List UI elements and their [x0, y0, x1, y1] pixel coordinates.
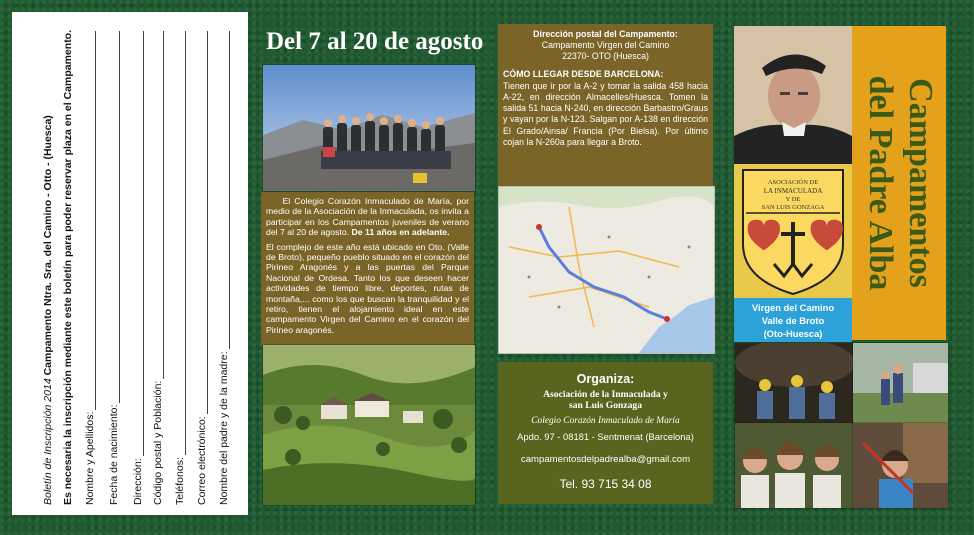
- svg-text:Y DE: Y DE: [785, 196, 801, 203]
- how-text: Tienen que ir por la A-2 y tomar la salida 458 hacia A-22, en dirección Almacelles/Huesca. Tomen la salida 51 hacia N-240, en dirección Barbastro/Graus y vayan por la N-123. Salgan por A-138 en dirección El Grado/Ainsa/ Francia (Por Bielsa). Por último cojan la N-260a para llegar a Broto.: [503, 80, 708, 147]
- postal-line-1: Campamento Virgen del Camino: [541, 40, 670, 51]
- form-caption-italic: Boletín de Inscripción 2014: [42, 378, 54, 505]
- organizer-box: [498, 362, 713, 504]
- place-box: [734, 298, 852, 342]
- cave-photo: [734, 342, 854, 424]
- org-address: Apdo. 97 - 08181 - Sentmenat (Barcelona): [517, 431, 694, 442]
- org-heading: Organiza:: [576, 372, 635, 386]
- directions-box: [498, 24, 713, 188]
- org-phone[interactable]: Tel. 93 715 34 08: [559, 477, 652, 491]
- org-name-2: san Luis Gonzaga: [568, 400, 643, 411]
- place-line-3: (Oto-Huesca): [763, 328, 823, 339]
- intro-age: De 11 años en adelante.: [351, 227, 450, 238]
- girls-photo: [734, 422, 854, 509]
- field-nombre[interactable]: Nombre y Apellidos:: [84, 25, 98, 505]
- postal-heading: Dirección postal del Campamento:: [533, 29, 678, 39]
- org-name-1: Asociación de la Inmaculada y: [543, 389, 668, 400]
- postal-line-2: 22370- OTO (Huesca): [562, 51, 649, 62]
- panel-directions: [496, 14, 716, 519]
- registration-form: [12, 12, 248, 515]
- dates-title: Del 7 al 20 de agosto: [266, 28, 484, 55]
- crest-area: [734, 164, 852, 298]
- svg-text:LA INMACULADA: LA INMACULADA: [763, 187, 823, 195]
- form-caption: [42, 115, 54, 505]
- field-codigo-postal[interactable]: Código postal y Población:: [152, 25, 166, 505]
- place-line-1: Virgen del Camino: [751, 302, 835, 313]
- panel-cover: [734, 26, 947, 519]
- group-photo: [262, 64, 476, 192]
- cover-title-line-1: Campamentos: [902, 78, 939, 288]
- svg-text:SAN LUIS GONZAGA: SAN LUIS GONZAGA: [761, 204, 825, 211]
- intro-paragraph-1: El Colegio Corazón Inmaculado de María, por medio de la Asociación de la Inmaculada, os invita a participar en los Campamentos juveniles de verano del 7 al 20 de agosto. De 11 años en adelante.: [266, 196, 470, 238]
- svg-text:ASOCIACIÓN DE: ASOCIACIÓN DE: [767, 179, 819, 186]
- field-direccion[interactable]: Dirección:: [132, 25, 146, 505]
- how-heading: CÓMO LLEGAR DESDE BARCELONA:: [503, 68, 664, 79]
- route-map: [498, 186, 715, 354]
- registration-form-rotated: [12, 12, 248, 515]
- intro-text-box: [261, 192, 474, 345]
- portrait-photo: [734, 26, 852, 164]
- form-note: Es necesaria la inscripción mediante este boletín para poder reservar plaza en el Campamento.: [62, 29, 74, 505]
- org-school: Colegio Corazón Inmaculado de María: [531, 416, 680, 426]
- title-band: [852, 26, 946, 340]
- place-line-2: Valle de Broto: [761, 315, 825, 326]
- field-correo[interactable]: Correo electrónico:: [196, 25, 210, 505]
- field-padres[interactable]: Nombre del padre y de la madre:: [218, 25, 232, 505]
- org-email[interactable]: campamentosdelpadrealba@gmail.com: [520, 454, 691, 465]
- field-telefonos[interactable]: Teléfonos:: [174, 25, 188, 505]
- village-photo: [262, 344, 476, 506]
- form-caption-bold: Campamento Ntra. Sra. del Camino - Otto - (Huesca): [42, 115, 54, 376]
- crest-shield-icon: [734, 164, 852, 298]
- boy-photo: [852, 422, 949, 509]
- outdoor-photo: [852, 342, 949, 424]
- cover-title-line-2: del Padre Alba: [862, 75, 899, 291]
- intro-paragraph-2: El complejo de este año está ubicado en Oto. (Valle de Broto), pequeño pueblo situado en el corazón del Pirineo Aragonés y a las puertas del Parque Nacional de Ordesa. Tanto los que deseen hacer actividades de tiempo libre, deportes, rutas de montaña,... como los que buscan la tranquilidad y el retiro, tienen el alojamiento ideal en este campamento Virgen del Camino en el corazón del Pirineo aragonés.: [266, 241, 469, 335]
- panel-info: [258, 14, 484, 519]
- field-fecha-nacimiento[interactable]: Fecha de nacimiento:: [108, 25, 122, 505]
- cover-title: [852, 26, 946, 340]
